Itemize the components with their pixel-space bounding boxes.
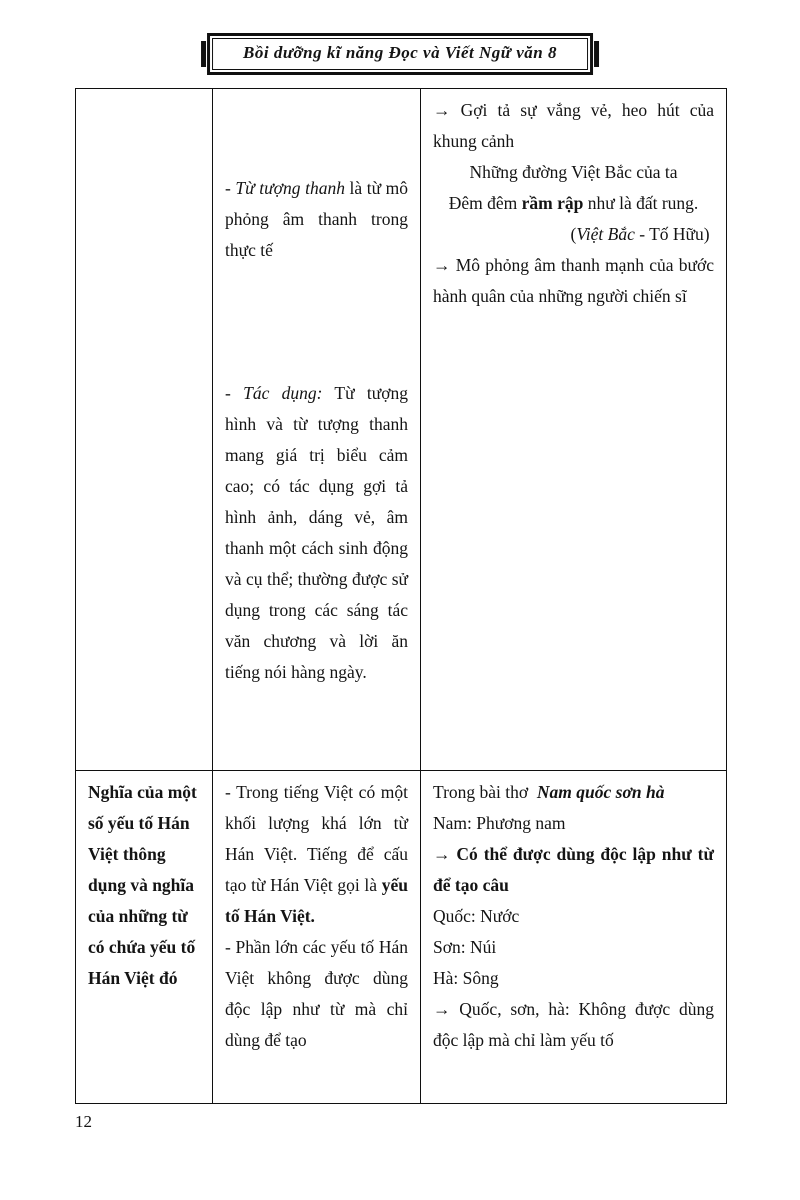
text-run: Những đường Việt Bắc của ta xyxy=(469,162,678,182)
paragraph xyxy=(433,963,714,994)
cell-example-tuong-thanh xyxy=(421,89,727,771)
text-run: Tác dụng: xyxy=(243,383,323,403)
text-run: Nghĩa của một số yếu tố Hán Việt thông dụng và nghĩa của những từ có chứa yếu tố Hán Việt đó xyxy=(88,782,202,988)
table-row-tuong-thanh xyxy=(76,89,727,771)
text-run: Sơn: Núi xyxy=(433,937,497,957)
text-run: Nam quốc sơn hà xyxy=(532,782,665,802)
text-run: yếu tố Hán Việt. xyxy=(225,875,413,926)
text-run: - Trong tiếng Việt có một khối lượng khá lớn từ Hán Việt. Tiếng để cấu tạo từ Hán Việt gọi là xyxy=(225,782,413,895)
paragraph xyxy=(225,173,413,266)
paragraph xyxy=(433,932,714,963)
text-run: - Phần lớn các yếu tố Hán Việt không được dùng độc lập như từ mà chỉ dùng để tạo xyxy=(225,937,413,1050)
text-run: Nam: Phương nam xyxy=(433,813,566,833)
text-run: Quốc: Nước xyxy=(433,906,520,926)
header-banner xyxy=(207,33,593,75)
paragraph xyxy=(433,777,714,808)
text-run: → Mô phỏng âm thanh mạnh của bước hành quân của những người chiến sĩ xyxy=(433,255,719,306)
paragraph xyxy=(225,777,413,932)
paragraph xyxy=(433,188,714,219)
paragraph xyxy=(433,808,714,839)
paragraph xyxy=(433,839,719,901)
text-run: ( xyxy=(570,224,577,244)
text-run: Trong bài thơ xyxy=(433,782,533,802)
header-title: Bồi dưỡng kĩ năng Đọc và Viết Ngữ văn 8 xyxy=(212,38,588,70)
page-number: 12 xyxy=(75,1112,92,1131)
text-run: - Tố Hữu) xyxy=(634,224,714,244)
paragraph xyxy=(433,250,719,312)
text-run: - xyxy=(225,178,236,198)
text-run: Đêm đêm xyxy=(448,193,522,213)
cell-theory-han-viet xyxy=(213,771,421,1104)
text-run: - xyxy=(225,383,244,403)
paragraph xyxy=(433,219,714,250)
table-row-han-viet xyxy=(76,771,727,1104)
text-run: là từ mô phỏng âm thanh trong thực tế xyxy=(225,178,413,260)
text-run: → Quốc, sơn, hà: Không được dùng độc lập mà chỉ làm yếu tố xyxy=(433,999,719,1050)
paragraph xyxy=(433,157,714,188)
paragraph xyxy=(88,777,200,994)
cell-example-han-viet xyxy=(421,771,727,1104)
paragraph xyxy=(225,932,413,1056)
text-run: như là đất rung. xyxy=(583,193,699,213)
text-run: Việt Bắc xyxy=(576,224,635,244)
cell-topic-han-viet xyxy=(76,771,213,1104)
paragraph xyxy=(433,994,719,1056)
paragraph xyxy=(225,378,413,688)
cell-theory-tuong-thanh xyxy=(213,89,421,771)
text-run: Từ tượng hình và từ tượng thanh mang giá trị biểu cảm cao; có tác dụng gợi tả hình ảnh, dáng vẻ, âm thanh một cách sinh động và cụ thể; thường được sử dụng trong các sáng tác văn chương và lời ăn tiếng nói hàng ngày. xyxy=(225,383,413,682)
text-run: → Gợi tả sự vắng vẻ, heo hút của khung cảnh xyxy=(433,100,719,151)
paragraph xyxy=(433,95,719,157)
paragraph xyxy=(433,901,714,932)
text-run: Hà: Sông xyxy=(433,968,499,988)
text-run: rầm rập xyxy=(521,193,584,213)
text-run: Từ tượng thanh xyxy=(235,178,345,198)
text-run: Có thể được dùng độc lập như từ để tạo câu xyxy=(433,844,719,895)
content-table xyxy=(75,88,727,1104)
cell-topic-empty xyxy=(76,89,213,771)
text-run: → xyxy=(433,844,457,864)
